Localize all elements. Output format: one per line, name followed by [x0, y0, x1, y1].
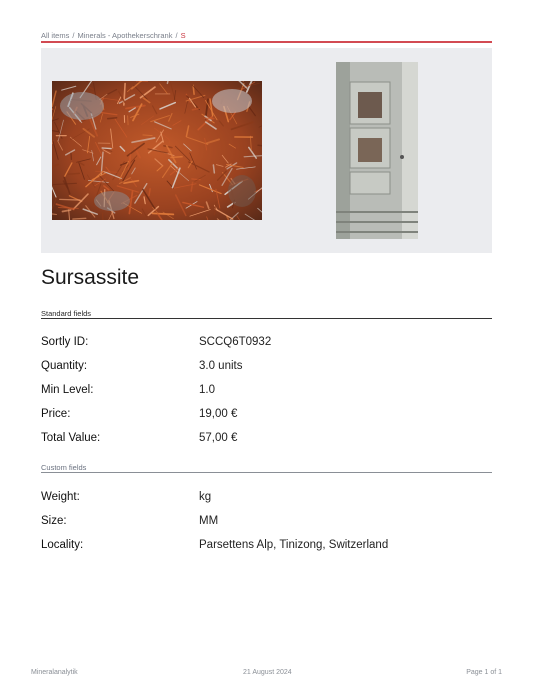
breadcrumb: [41, 31, 186, 40]
field-label: Sortly ID:: [41, 336, 89, 348]
custom-fields-divider: [41, 472, 492, 473]
field-label: Price:: [41, 408, 71, 420]
custom-fields-heading: Custom fields: [41, 463, 87, 472]
field-value: kg: [199, 491, 212, 503]
header-divider: [41, 41, 492, 43]
display-cabinet-photo[interactable]: [336, 62, 418, 239]
breadcrumb-separator: /: [175, 31, 178, 40]
field-value: 57,00 €: [199, 432, 238, 444]
field-row-locality: [41, 539, 492, 557]
mineral-specimen-photo[interactable]: [52, 81, 262, 220]
footer-company: Mineralanalytik: [31, 669, 78, 676]
photo-panel: [41, 48, 492, 253]
field-label: Locality:: [41, 539, 84, 551]
field-row-total-value: [41, 432, 492, 450]
field-row-price: [41, 408, 492, 426]
field-row-sortly-id: [41, 336, 492, 354]
field-value: 1.0: [199, 384, 215, 396]
breadcrumb-all-items[interactable]: All items: [41, 31, 70, 40]
field-label: Size:: [41, 515, 67, 527]
field-label: Weight:: [41, 491, 80, 503]
footer-date: 21 August 2024: [243, 669, 292, 676]
breadcrumb-separator: /: [72, 31, 75, 40]
field-row-size: [41, 515, 492, 533]
field-row-min-level: [41, 384, 492, 402]
breadcrumb-current: S: [180, 31, 186, 40]
standard-fields-divider: [41, 318, 492, 319]
field-value: MM: [199, 515, 219, 527]
field-row-quantity: [41, 360, 492, 378]
field-value: 19,00 €: [199, 408, 238, 420]
field-label: Quantity:: [41, 360, 88, 372]
field-value: 3.0 units: [199, 360, 243, 372]
breadcrumb-folder[interactable]: Minerals - Apothekerschrank: [77, 31, 173, 40]
footer-page-number: Page 1 of 1: [466, 669, 502, 676]
field-value: Parsettens Alp, Tinizong, Switzerland: [199, 539, 389, 551]
field-label: Min Level:: [41, 384, 94, 396]
field-label: Total Value:: [41, 432, 101, 444]
item-title: Sursassite: [41, 266, 140, 289]
field-value: SCCQ6T0932: [199, 336, 272, 348]
field-row-weight: [41, 491, 492, 509]
standard-fields-heading: Standard fields: [41, 309, 92, 318]
